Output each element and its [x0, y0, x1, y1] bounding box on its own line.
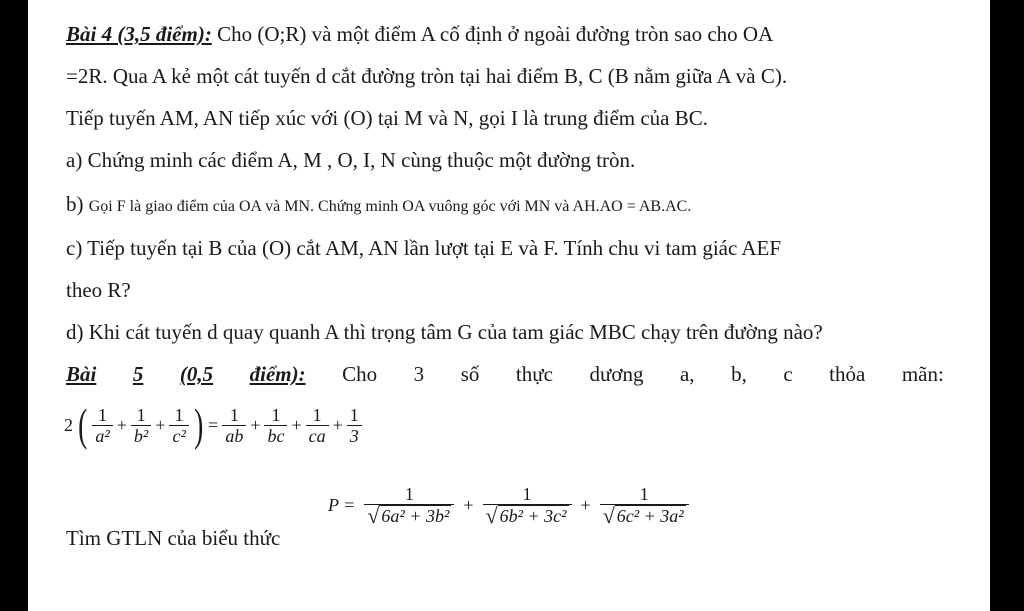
sqrt: [367, 505, 451, 527]
fraction: [483, 484, 572, 527]
equals-sign: =: [208, 414, 219, 435]
numerator: 1: [98, 404, 108, 425]
part-a: a) Chứng minh các điểm A, M , O, I, N cùng thuộc một đường tròn.: [66, 148, 636, 172]
plus-sign: +: [332, 414, 343, 435]
denominator: [483, 504, 572, 527]
plus-sign: +: [463, 495, 474, 515]
plus-sign: +: [250, 414, 261, 435]
numerator: 1: [639, 484, 649, 504]
part-c-line-1: c) Tiếp tuyến tại B của (O) cắt AM, AN lần lượt tại E và F. Tính chu vi tam giác AEF: [66, 236, 782, 260]
bai5-word: 5: [132, 362, 144, 386]
bai5-word: 3: [413, 362, 425, 386]
bai4-line-1: [66, 20, 944, 48]
bai4-label: Bài 4 (3,5 điểm):: [66, 22, 212, 46]
bai5-word: dương: [589, 362, 644, 386]
plus-sign: +: [580, 495, 591, 515]
plus-sign: +: [291, 414, 302, 435]
tim-text: Tìm GTLN của biểu thức: [66, 526, 281, 550]
denominator: [600, 504, 689, 527]
fraction: [169, 405, 188, 446]
bai5-word: thỏa: [829, 362, 866, 386]
fraction: [600, 484, 689, 527]
denominator: c²: [169, 425, 188, 446]
numerator: 1: [229, 404, 239, 425]
numerator: 1: [271, 404, 281, 425]
bai5-word: b,: [731, 362, 747, 386]
fraction: [222, 405, 246, 446]
bai5-word: mãn:: [901, 362, 944, 386]
bai4-line-2: =2R. Qua A kẻ một cát tuyến d cắt đường tròn tại hai điểm B, C (B nằm giữa A và C).: [66, 64, 788, 88]
radical-icon: √: [602, 503, 615, 528]
sqrt: [486, 505, 569, 527]
bai5-word: Cho: [342, 362, 378, 386]
plus-sign: +: [155, 414, 166, 435]
eq1-coefficient: 2: [64, 414, 73, 435]
numerator: 1: [136, 404, 146, 425]
bai5-word: số: [460, 362, 480, 386]
fraction: [92, 405, 112, 446]
part-c-line-2: theo R?: [66, 278, 131, 302]
denominator: a²: [92, 425, 112, 446]
radical-icon: √: [367, 503, 380, 528]
part-b: [66, 190, 944, 221]
condition-equation: [62, 399, 364, 450]
part-d: d) Khi cát tuyến d quay quanh A thì trọng tâm G của tam giác MBC chạy trên đường nào?: [66, 320, 823, 344]
document-page: [28, 0, 990, 611]
bai4-text-1: Cho (O;R) và một điểm A cố định ở ngoài đường tròn sao cho OA: [211, 22, 774, 46]
radicand: 6c² + 3a²: [616, 506, 684, 526]
denominator: bc: [264, 425, 287, 446]
numerator: 1: [404, 484, 414, 504]
fraction: [306, 405, 329, 446]
sqrt: [603, 505, 686, 527]
fraction: [131, 405, 151, 446]
bai5-word: (0,5: [179, 362, 214, 386]
fraction: [364, 484, 454, 527]
denominator: b²: [131, 425, 151, 446]
fraction: [264, 405, 287, 446]
eq1-close-paren: ): [193, 399, 204, 450]
bai5-word: c: [783, 362, 793, 386]
numerator: 1: [522, 484, 532, 504]
part-b-text: Gọi F là giao điểm của OA và MN. Chứng minh OA vuông góc với MN và AH.AO = AB.AC.: [88, 198, 692, 215]
bai5-word: thực: [515, 362, 553, 386]
numerator: 1: [349, 404, 359, 425]
expression-P: [326, 484, 691, 527]
radicand: 6b² + 3c²: [499, 506, 567, 526]
bai5-word: Bài: [66, 362, 97, 386]
bai5-word: a,: [679, 362, 695, 386]
bai4-line-3: Tiếp tuyến AM, AN tiếp xúc với (O) tại M và N, gọi I là trung điểm của BC.: [66, 106, 709, 130]
part-b-prefix: b): [66, 192, 89, 216]
denominator: 3: [347, 425, 362, 446]
plus-sign: +: [116, 414, 127, 435]
numerator: 1: [174, 404, 184, 425]
bai5-word: điểm):: [249, 362, 306, 386]
eq1-open-paren: (: [78, 399, 88, 450]
radicand: 6a² + 3b²: [381, 506, 450, 526]
bai5-line: [66, 360, 944, 388]
denominator: ab: [222, 425, 246, 446]
p-label: P =: [328, 495, 356, 515]
fraction: [347, 405, 362, 446]
denominator: ca: [306, 425, 329, 446]
numerator: 1: [312, 404, 322, 425]
denominator: [364, 504, 454, 527]
radical-icon: √: [485, 503, 498, 528]
